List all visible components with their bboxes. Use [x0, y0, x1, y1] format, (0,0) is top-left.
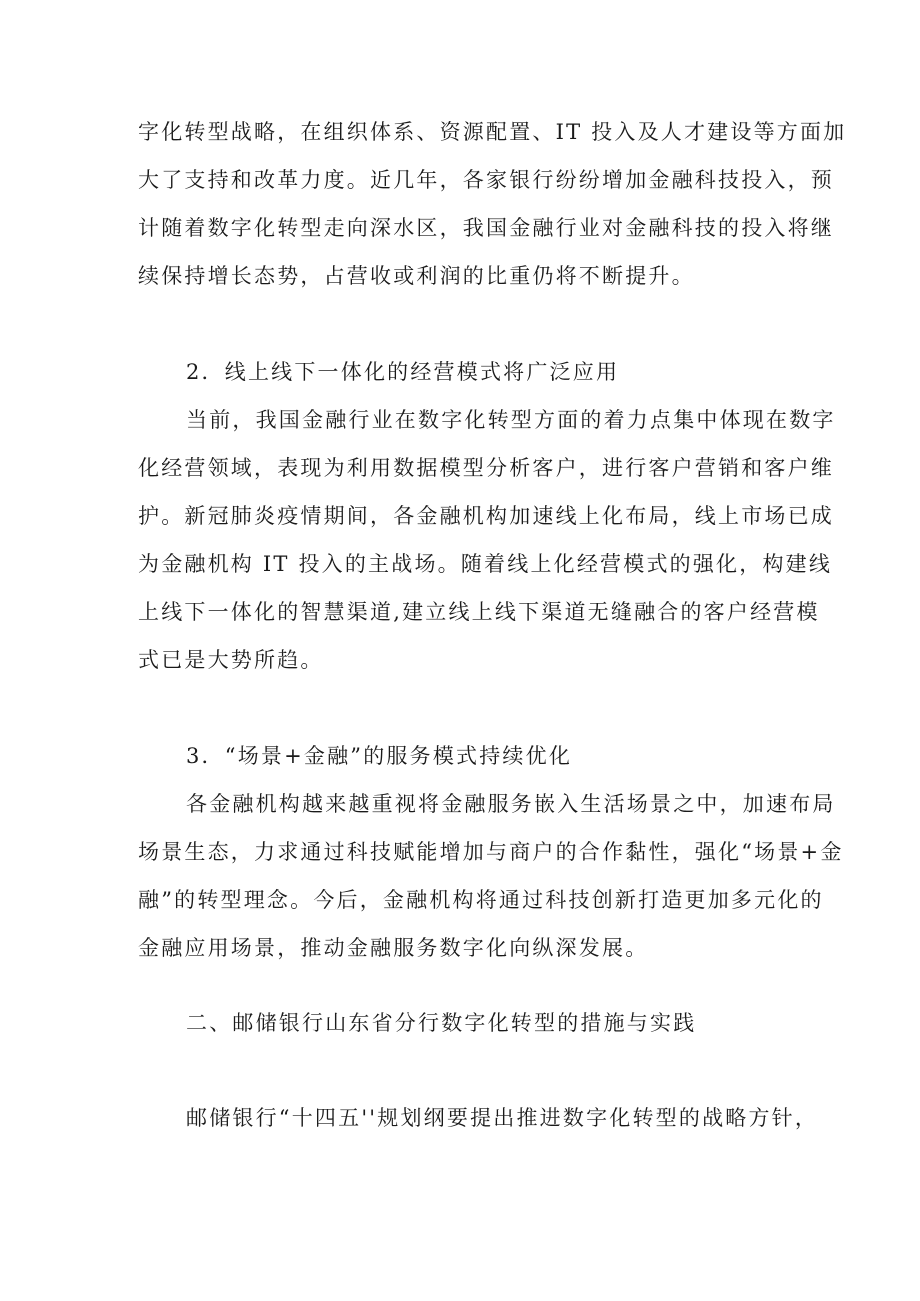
- paragraph-line: 上线下一体化的智慧渠道,建立线上线下渠道无缝融合的客户经营模: [138, 600, 820, 624]
- chapter-heading: 二、邮储银行山东省分行数字化转型的措施与实践: [186, 1011, 697, 1035]
- paragraph-line: 字化转型战略，在组织体系、资源配置、IT 投入及人才建设等方面加: [138, 120, 847, 144]
- paragraph-line: 为金融机构 IT 投入的主战场。随着线上化经营模式的强化，构建线: [138, 552, 833, 576]
- paragraph-line: 大了支持和改革力度。近几年，各家银行纷纷增加金融科技投入，预: [138, 168, 834, 192]
- paragraph-line: 各金融机构越来越重视将金融服务嵌入生活场景之中，加速布局: [186, 792, 836, 816]
- paragraph-line: 续保持增长态势，占营收或利润的比重仍将不断提升。: [138, 264, 695, 288]
- paragraph-line: 融”的转型理念。今后，金融机构将通过科技创新打造更加多元化的: [138, 888, 824, 912]
- paragraph-line: 金融应用场景，推动金融服务数字化向纵深发展。: [138, 936, 649, 960]
- section-heading-3: 3．“场景+金融”的服务模式持续优化: [186, 744, 573, 768]
- paragraph-line: 邮储银行“十四五''规划纲要提出推进数字化转型的战略方针，: [186, 1106, 819, 1130]
- paragraph-line: 护。新冠肺炎疫情期间，各金融机构加速线上化布局，线上市场已成: [138, 504, 834, 528]
- section-heading-2: 2．线上线下一体化的经营模式将广泛应用: [186, 360, 620, 384]
- paragraph-line: 化经营领域，表现为利用数据模型分析客户，进行客户营销和客户维: [138, 456, 834, 480]
- paragraph-line: 场景生态，力求通过科技赋能增加与商户的合作黏性，强化“场景+金: [138, 840, 844, 864]
- paragraph-line: 计随着数字化转型走向深水区，我国金融行业对金融科技的投入将继: [138, 216, 834, 240]
- paragraph-line: 当前，我国金融行业在数字化转型方面的着力点集中体现在数字: [186, 408, 836, 432]
- paragraph-line: 式已是大势所趋。: [138, 648, 324, 672]
